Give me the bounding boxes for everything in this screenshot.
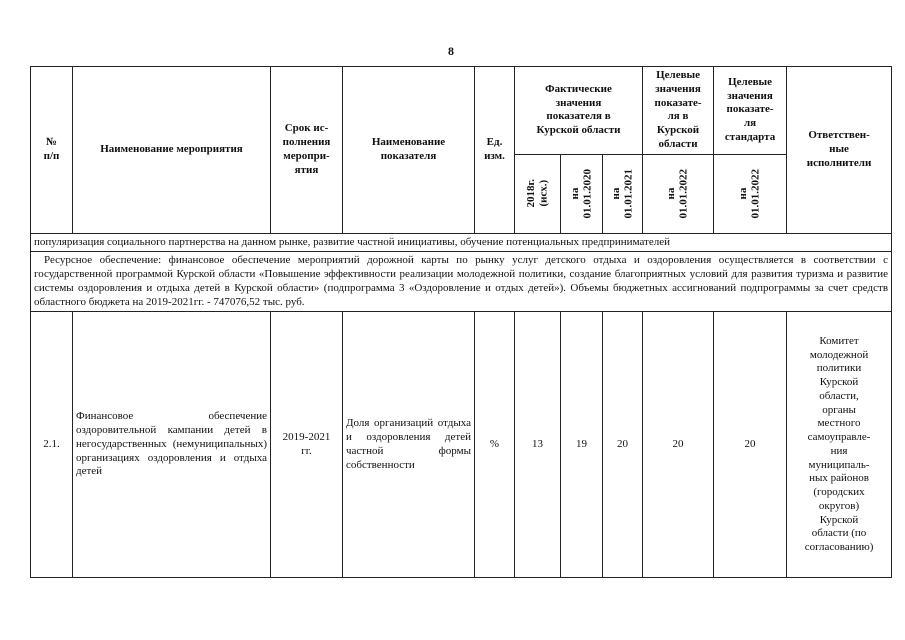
header-row-1 (31, 67, 892, 155)
col-name-header: Наименование мероприятия (73, 67, 271, 234)
item-value-2022-standard: 20 (714, 312, 787, 578)
col-2020-header: на 01.01.2020 (561, 154, 603, 233)
item-value-2022-region: 20 (643, 312, 714, 578)
page-number: 8 (448, 44, 454, 58)
popularization-text: популяризация социального партнерства на данном рынке, развитие частной инициативы, обучение потенциальных предпринимателей (31, 233, 892, 252)
resources-text: Ресурсное обеспечение: финансовое обеспечение мероприятий дорожной карты по рынку услуг детского отдыха и оздоровления осуществляется в соответствии с государственной программой Курской области «Повышение эффективности реализации молодежной политики, создание благоприятных условий для развития туризма и развитие системы оздоровления и отдыха детей в Курской области» (подпрограмма 3 «Оздоровление и отдых детей»). Объемы бюджетных ассигнований подпрограммы за счет средств областного бюджета на 2019-2021гг. - 747076,52 тыс. руб. (31, 252, 892, 312)
col-indicator-header: Наименование показателя (343, 67, 475, 234)
item-indicator: Доля организаций отдыха и оздоровления детей частной формы собственности (343, 312, 475, 578)
popularization-row (31, 233, 892, 252)
table-row (31, 312, 892, 578)
col-target-standard-header: Целевые значения показате- ля стандарта (714, 67, 787, 155)
resources-row (31, 252, 892, 312)
item-value-2020: 19 (561, 312, 603, 578)
col-unit-header: Ед. изм. (475, 67, 515, 234)
roadmap-table (30, 66, 892, 578)
col-2021-header: на 01.01.2021 (603, 154, 643, 233)
col-term-header: Срок ис- полнения меропри- ятия (271, 67, 343, 234)
col-2022-standard-header: на 01.01.2022 (714, 154, 787, 233)
item-responsible: Комитет молодежной политики Курской области, органы местного самоуправле- ния муниципаль- ных районов (городских округов) Курской области (по согласованию) (787, 312, 892, 578)
item-value-2021: 20 (603, 312, 643, 578)
col-actual-group-header: Фактические значения показателя в Курской области (515, 67, 643, 155)
col-2022-region-header: на 01.01.2022 (643, 154, 714, 233)
item-name: Финансовое обеспечение оздоровительной кампании детей в негосударственных (немуниципальных) организациях оздоровления и отдыха детей (73, 312, 271, 578)
col-2018-header: 2018г. (исх.) (515, 154, 561, 233)
item-unit: % (475, 312, 515, 578)
item-term: 2019-2021 гг. (271, 312, 343, 578)
item-num: 2.1. (31, 312, 73, 578)
item-value-2018: 13 (515, 312, 561, 578)
col-num-header: № п/п (31, 67, 73, 234)
col-responsible-header: Ответствен- ные исполнители (787, 67, 892, 234)
col-target-region-header: Целевые значения показате- ля в Курской области (643, 67, 714, 155)
